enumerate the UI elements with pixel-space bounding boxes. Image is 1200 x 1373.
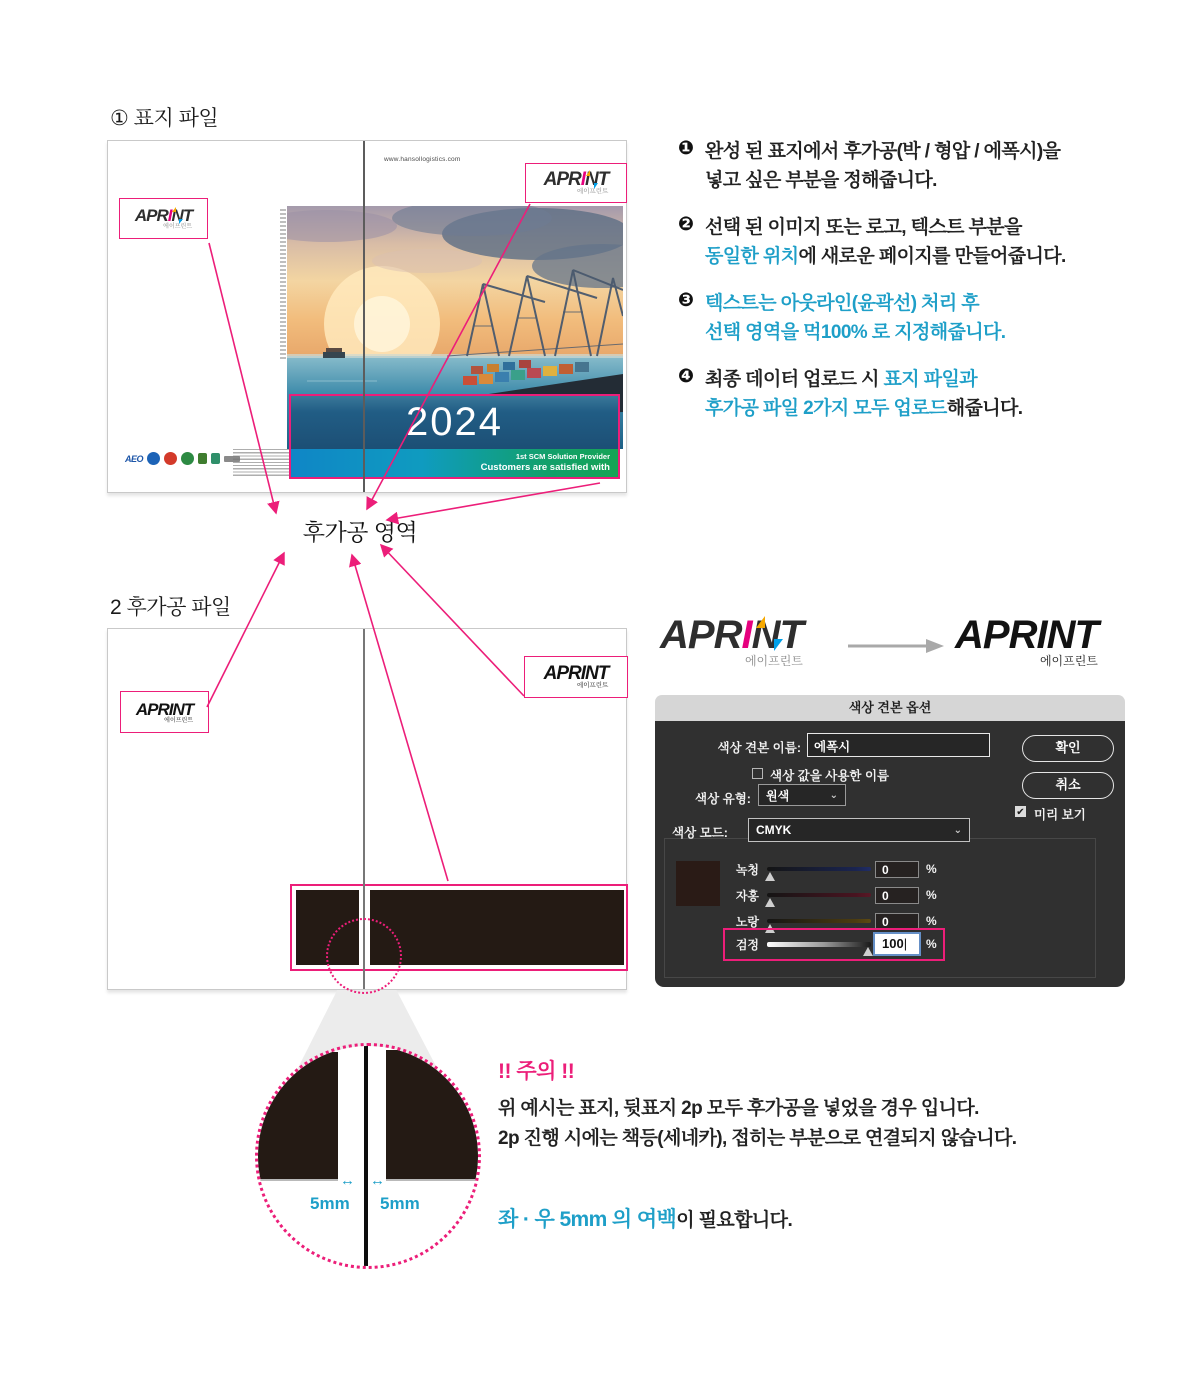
magenta-slider-track[interactable] <box>767 893 871 897</box>
cover-back-logo-box <box>119 198 208 239</box>
color-swatch-preview <box>676 861 720 906</box>
swatch-name-input[interactable]: 에폭시 <box>807 733 990 757</box>
cancel-button[interactable]: 취소 <box>1022 772 1114 799</box>
logo-subtext: 에이프린트 <box>163 224 193 230</box>
logo-blue-accent <box>179 219 183 224</box>
cover-website-url: www.hansollogistics.com <box>384 156 461 163</box>
aprint-logo: APRINT 에이프린트 <box>134 206 193 230</box>
certification-fine-print <box>233 449 291 476</box>
margin-requirement-note: 좌 · 우 5mm 의 여백이 필요합니다. <box>498 1208 793 1231</box>
aeo-logo: AEO <box>125 453 144 464</box>
cyan-slider-track[interactable] <box>767 867 871 871</box>
swatch-name-label: 색상 견본 이름: <box>717 741 801 755</box>
cover-spread-mockup <box>107 140 627 493</box>
work-front-logo-box <box>524 656 628 698</box>
tagline-1: 1st SCM Solution Provider <box>515 452 610 461</box>
year-band-highlight-box <box>289 394 620 479</box>
logo-before: APRINT 에이프린트 <box>660 613 803 668</box>
cert-badge-small-2 <box>211 453 220 464</box>
aprint-logo-black: APRINT 에이프린트 <box>135 699 194 724</box>
tagline-strip <box>291 449 618 477</box>
tagline-2: Customers are satisfied with <box>480 461 610 473</box>
logo-yellow-accent <box>172 207 176 212</box>
step-3-badge: ❸ <box>678 289 694 311</box>
logo-yellow-accent <box>756 616 765 628</box>
step-2-badge: ❷ <box>678 213 694 235</box>
aprint-logo-black: APRINT 에이프린트 <box>543 663 609 690</box>
ok-button[interactable]: 확인 <box>1022 735 1114 762</box>
black-slider-row: 검정 100| % <box>715 934 937 954</box>
right-gap-arrow: ↔ <box>370 1172 385 1189</box>
cert-badge-red <box>164 452 177 465</box>
logo-subtext: 에이프린트 <box>744 654 803 668</box>
dialog-title[interactable]: 색상 견본 옵션 <box>655 695 1125 721</box>
logo-after-black: APRINT 에이프린트 <box>955 613 1098 668</box>
magnifier-dotted-ring <box>255 1043 481 1269</box>
preview-label: 미리 보기 <box>1034 808 1086 822</box>
name-from-values-label: 색상 값을 사용한 이름 <box>770 769 890 783</box>
logo-subtext: 에이프린트 <box>164 717 194 724</box>
instruction-item-3: ❸ 텍스트는 아웃라인(윤곽선) 처리 후 선택 영역을 먹100% 로 지정해줍니다. <box>678 289 1156 348</box>
year-band <box>291 396 618 449</box>
magnified-spine-view <box>255 1043 481 1269</box>
text-cursor: | <box>903 936 908 951</box>
ink-rect-right <box>370 890 624 965</box>
cert-badge-green <box>181 452 194 465</box>
left-gap-label: 5mm <box>310 1194 350 1213</box>
color-type-dropdown[interactable]: 원색 ⌄ <box>758 784 846 806</box>
yellow-slider-track[interactable] <box>767 919 871 923</box>
magenta-slider-row: 자홍 0 % <box>715 885 937 905</box>
instruction-item-2: ❷ 선택 된 이미지 또는 로고, 텍스트 부분을 동일한 위치에 새로운 페이지를 만들어줍니다. <box>678 213 1156 272</box>
logo-blue-accent <box>774 639 783 651</box>
aprint-logo: APRINT 에이프린트 <box>543 169 609 196</box>
work-back-logo-box <box>120 691 209 733</box>
black-row-highlight-box <box>723 928 945 961</box>
name-from-values-checkbox[interactable] <box>752 768 763 779</box>
post-process-region-label: 후가공 영역 <box>302 519 418 545</box>
instruction-item-4: ❹ 최종 데이터 업로드 시 표지 파일과 후가공 파일 2가지 모두 업로드해줍니다. <box>678 365 1156 424</box>
right-gap-label: 5mm <box>380 1194 420 1213</box>
slider-handle-icon[interactable] <box>765 898 775 907</box>
left-gap-arrow: ↔ <box>340 1172 355 1189</box>
step-1-badge: ❶ <box>678 138 694 159</box>
work-spread-mockup <box>107 628 627 990</box>
logo-subtext: 에이프린트 <box>1039 654 1098 668</box>
yellow-value-input[interactable]: 0 <box>875 913 919 930</box>
chevron-down-icon: ⌄ <box>953 824 962 836</box>
cover-file-title: ① 표지 파일 <box>110 107 219 130</box>
logo-subtext: 에이프린트 <box>576 188 609 196</box>
step-4-badge: ❹ <box>678 365 694 387</box>
work-file-title: 2 후가공 파일 <box>110 596 231 619</box>
certification-logos <box>125 452 240 465</box>
cyan-value-input[interactable]: 0 <box>875 861 919 878</box>
cert-badge-small-1 <box>198 453 207 464</box>
logo-blue-accent <box>594 183 598 189</box>
transform-arrow-icon <box>848 638 948 654</box>
logo-subtext: 에이프린트 <box>576 682 609 690</box>
cover-front-logo-box <box>525 163 627 203</box>
cyan-slider-row: 녹청 0 % <box>715 859 937 879</box>
color-mode-label: 색상 모드: <box>672 826 728 840</box>
color-type-label: 색상 유형: <box>695 792 751 806</box>
swatch-options-dialog <box>655 695 1125 987</box>
slider-handle-icon[interactable] <box>765 872 775 881</box>
color-mode-dropdown[interactable]: CMYK ⌄ <box>748 818 970 842</box>
black-value-input[interactable]: 100| <box>875 934 919 954</box>
preview-checkbox[interactable]: ✔ <box>1016 807 1025 818</box>
spine-focus-circle <box>326 918 402 994</box>
cover-spine-line <box>363 141 365 492</box>
warning-title: !! 주의 !! <box>498 1060 575 1083</box>
logo-yellow-accent <box>586 170 590 176</box>
warning-body: 위 예시는 표지, 뒷표지 2p 모두 후가공을 넣었을 경우 입니다. 2p 진행 시에는 책등(세네카), 접히는 부분으로 연결되지 않습니다. <box>498 1098 1017 1150</box>
spine-fine-print <box>280 209 286 359</box>
magenta-value-input[interactable]: 0 <box>875 887 919 904</box>
cert-badge-blue <box>147 452 160 465</box>
yellow-slider-row: 노랑 0 % <box>715 911 937 931</box>
instruction-list <box>678 137 1156 441</box>
year-text: 2024 <box>406 400 503 444</box>
chevron-down-icon: ⌄ <box>829 789 838 801</box>
instruction-item-1: ❶ 완성 된 표지에서 후가공(박 / 형압 / 에폭시)을 넣고 싶은 부분을 정해줍니다. <box>678 137 1156 196</box>
